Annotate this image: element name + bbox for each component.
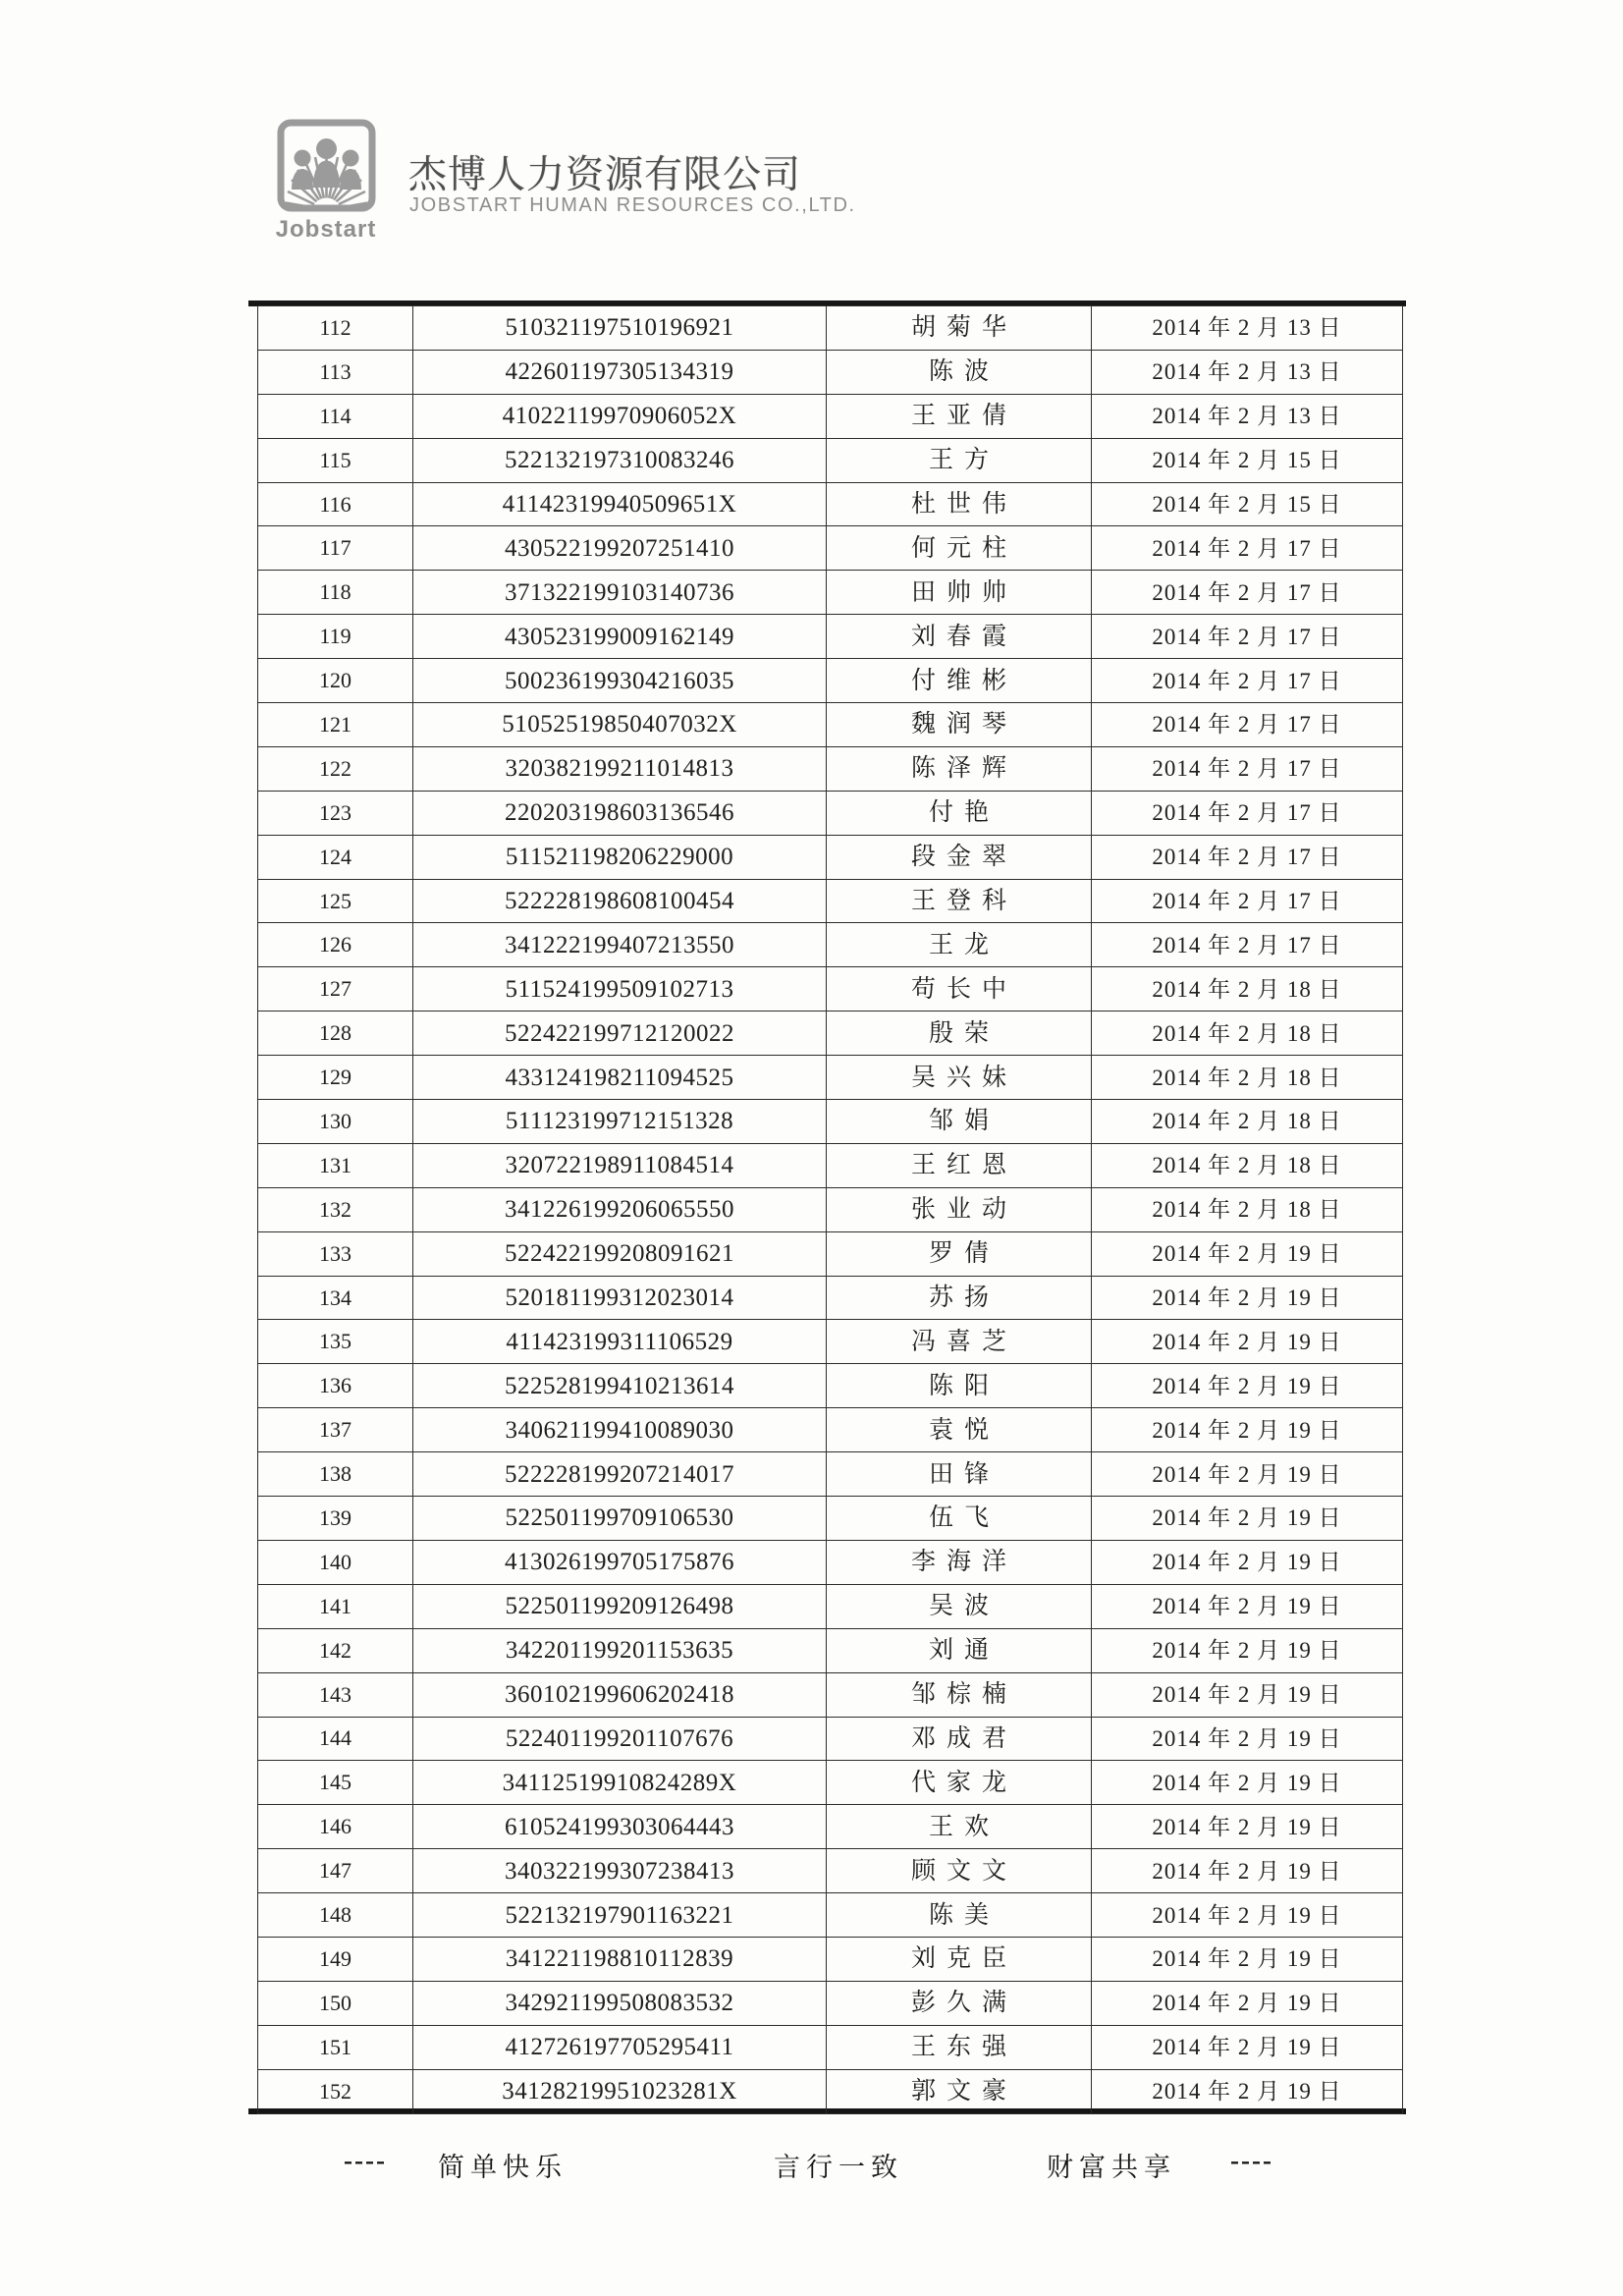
row-number-cell: 143 (258, 1672, 413, 1717)
table-row (258, 482, 1403, 526)
row-number-cell: 132 (258, 1187, 413, 1231)
date-cell: 2014 年 2 月 19 日 (1092, 1849, 1403, 1893)
name-cell: 袁悦 (827, 1408, 1092, 1452)
row-number-cell: 145 (258, 1761, 413, 1805)
id-number-cell: 340621199410089030 (413, 1408, 827, 1452)
table-row (258, 923, 1403, 967)
row-number-cell: 146 (258, 1805, 413, 1849)
id-number-cell: 522401199201107676 (413, 1717, 827, 1761)
name-cell: 王红恩 (827, 1143, 1092, 1187)
table-row (258, 1187, 1403, 1231)
table-row (258, 791, 1403, 835)
name-cell: 田帅帅 (827, 571, 1092, 615)
table-row (258, 1672, 1403, 1717)
date-cell: 2014 年 2 月 19 日 (1092, 1761, 1403, 1805)
date-cell: 2014 年 2 月 13 日 (1092, 306, 1403, 351)
id-number-cell: 413026199705175876 (413, 1540, 827, 1584)
name-cell: 李海洋 (827, 1540, 1092, 1584)
footer-motto-1: 简单快乐 (438, 2153, 568, 2182)
date-cell: 2014 年 2 月 19 日 (1092, 1540, 1403, 1584)
name-cell: 田锋 (827, 1452, 1092, 1497)
date-cell: 2014 年 2 月 18 日 (1092, 1187, 1403, 1231)
id-number-cell: 41022119970906052X (413, 394, 827, 438)
id-number-cell: 500236199304216035 (413, 659, 827, 703)
id-number-cell: 522422199208091621 (413, 1231, 827, 1276)
table-row (258, 1143, 1403, 1187)
table-row (258, 438, 1403, 482)
table-row (258, 306, 1403, 351)
id-number-cell: 412726197705295411 (413, 2025, 827, 2069)
name-cell: 张业动 (827, 1187, 1092, 1231)
table-row (258, 1893, 1403, 1938)
table-row (258, 1805, 1403, 1849)
row-number-cell: 115 (258, 438, 413, 482)
row-number-cell: 136 (258, 1364, 413, 1408)
table-row (258, 1452, 1403, 1497)
row-number-cell: 135 (258, 1320, 413, 1364)
date-cell: 2014 年 2 月 19 日 (1092, 1893, 1403, 1938)
name-cell: 刘通 (827, 1628, 1092, 1672)
row-number-cell: 131 (258, 1143, 413, 1187)
name-cell: 顾文文 (827, 1849, 1092, 1893)
row-number-cell: 152 (258, 2069, 413, 2113)
id-number-cell: 341226199206065550 (413, 1187, 827, 1231)
row-number-cell: 119 (258, 615, 413, 659)
date-cell: 2014 年 2 月 17 日 (1092, 526, 1403, 571)
table-row (258, 1628, 1403, 1672)
date-cell: 2014 年 2 月 19 日 (1092, 1364, 1403, 1408)
row-number-cell: 141 (258, 1584, 413, 1628)
table-row (258, 835, 1403, 879)
id-number-cell: 430523199009162149 (413, 615, 827, 659)
id-number-cell: 220203198603136546 (413, 791, 827, 835)
name-cell: 付艳 (827, 791, 1092, 835)
table-row (258, 659, 1403, 703)
table-row (258, 1937, 1403, 1981)
id-number-cell: 522132197310083246 (413, 438, 827, 482)
row-number-cell: 134 (258, 1276, 413, 1320)
date-cell: 2014 年 2 月 19 日 (1092, 1717, 1403, 1761)
name-cell: 代家龙 (827, 1761, 1092, 1805)
name-cell: 郭文豪 (827, 2069, 1092, 2113)
date-cell: 2014 年 2 月 19 日 (1092, 1276, 1403, 1320)
name-cell: 苟长中 (827, 967, 1092, 1011)
table-row (258, 1100, 1403, 1144)
name-cell: 吴波 (827, 1584, 1092, 1628)
name-cell: 冯喜芝 (827, 1320, 1092, 1364)
id-number-cell: 411423199311106529 (413, 1320, 827, 1364)
date-cell: 2014 年 2 月 19 日 (1092, 1937, 1403, 1981)
date-cell: 2014 年 2 月 19 日 (1092, 2069, 1403, 2113)
name-cell: 吴兴妹 (827, 1056, 1092, 1100)
id-number-cell: 341222199407213550 (413, 923, 827, 967)
row-number-cell: 139 (258, 1497, 413, 1541)
row-number-cell: 120 (258, 659, 413, 703)
row-number-cell: 127 (258, 967, 413, 1011)
table-row (258, 1717, 1403, 1761)
footer-dash-left: ---- (344, 2146, 387, 2175)
row-number-cell: 151 (258, 2025, 413, 2069)
table-row (258, 1981, 1403, 2025)
table-row (258, 967, 1403, 1011)
logo-wordmark: Jobstart (275, 216, 377, 243)
table-row (258, 2069, 1403, 2113)
id-number-cell: 51052519850407032X (413, 703, 827, 747)
name-cell: 伍飞 (827, 1497, 1092, 1541)
row-number-cell: 123 (258, 791, 413, 835)
name-cell: 陈阳 (827, 1364, 1092, 1408)
table-row (258, 394, 1403, 438)
name-cell: 陈波 (827, 350, 1092, 394)
name-cell: 杜世伟 (827, 482, 1092, 526)
row-number-cell: 125 (258, 879, 413, 923)
table-row (258, 1364, 1403, 1408)
date-cell: 2014 年 2 月 18 日 (1092, 1056, 1403, 1100)
date-cell: 2014 年 2 月 17 日 (1092, 615, 1403, 659)
table-row (258, 879, 1403, 923)
name-cell: 胡菊华 (827, 306, 1092, 351)
name-cell: 段金翠 (827, 835, 1092, 879)
id-number-cell: 422601197305134319 (413, 350, 827, 394)
table-row (258, 526, 1403, 571)
name-cell: 陈美 (827, 1893, 1092, 1938)
row-number-cell: 116 (258, 482, 413, 526)
row-number-cell: 124 (258, 835, 413, 879)
name-cell: 罗倩 (827, 1231, 1092, 1276)
row-number-cell: 114 (258, 394, 413, 438)
name-cell: 王欢 (827, 1805, 1092, 1849)
table-row (258, 1540, 1403, 1584)
table-row (258, 1497, 1403, 1541)
id-number-cell: 371322199103140736 (413, 571, 827, 615)
row-number-cell: 149 (258, 1937, 413, 1981)
date-cell: 2014 年 2 月 17 日 (1092, 659, 1403, 703)
name-cell: 魏润琴 (827, 703, 1092, 747)
jobstart-logo-icon (277, 119, 376, 212)
table-row (258, 571, 1403, 615)
id-number-cell: 320722198911084514 (413, 1143, 827, 1187)
date-cell: 2014 年 2 月 18 日 (1092, 967, 1403, 1011)
date-cell: 2014 年 2 月 17 日 (1092, 923, 1403, 967)
name-cell: 王方 (827, 438, 1092, 482)
date-cell: 2014 年 2 月 13 日 (1092, 350, 1403, 394)
row-number-cell: 117 (258, 526, 413, 571)
name-cell: 苏扬 (827, 1276, 1092, 1320)
date-cell: 2014 年 2 月 18 日 (1092, 1011, 1403, 1056)
name-cell: 殷荣 (827, 1011, 1092, 1056)
name-cell: 王东强 (827, 2025, 1092, 2069)
company-name-chinese: 杰博人力资源有限公司 (408, 154, 802, 196)
name-cell: 付维彬 (827, 659, 1092, 703)
footer-motto-3: 财富共享 (1047, 2153, 1176, 2182)
row-number-cell: 118 (258, 571, 413, 615)
date-cell: 2014 年 2 月 19 日 (1092, 1981, 1403, 2025)
table-row (258, 1584, 1403, 1628)
date-cell: 2014 年 2 月 19 日 (1092, 1231, 1403, 1276)
name-cell: 彭久满 (827, 1981, 1092, 2025)
table-row (258, 2025, 1403, 2069)
row-number-cell: 142 (258, 1628, 413, 1672)
row-number-cell: 147 (258, 1849, 413, 1893)
row-number-cell: 138 (258, 1452, 413, 1497)
id-number-cell: 34128219951023281X (413, 2069, 827, 2113)
row-number-cell: 144 (258, 1717, 413, 1761)
name-cell: 刘春霞 (827, 615, 1092, 659)
date-cell: 2014 年 2 月 19 日 (1092, 1320, 1403, 1364)
table-row (258, 615, 1403, 659)
date-cell: 2014 年 2 月 15 日 (1092, 482, 1403, 526)
id-number-cell: 342921199508083532 (413, 1981, 827, 2025)
table-row (258, 1276, 1403, 1320)
id-number-cell: 511521198206229000 (413, 835, 827, 879)
table-row (258, 350, 1403, 394)
row-number-cell: 128 (258, 1011, 413, 1056)
date-cell: 2014 年 2 月 19 日 (1092, 1672, 1403, 1717)
date-cell: 2014 年 2 月 13 日 (1092, 394, 1403, 438)
name-cell: 陈泽辉 (827, 746, 1092, 791)
date-cell: 2014 年 2 月 17 日 (1092, 791, 1403, 835)
name-cell: 王亚倩 (827, 394, 1092, 438)
table-row (258, 703, 1403, 747)
id-number-cell: 342201199201153635 (413, 1628, 827, 1672)
id-number-cell: 522132197901163221 (413, 1893, 827, 1938)
date-cell: 2014 年 2 月 18 日 (1092, 1100, 1403, 1144)
date-cell: 2014 年 2 月 17 日 (1092, 703, 1403, 747)
footer-dash-right: ---- (1230, 2146, 1273, 2175)
row-number-cell: 121 (258, 703, 413, 747)
table-row (258, 1849, 1403, 1893)
id-number-cell: 522528199410213614 (413, 1364, 827, 1408)
name-cell: 何元柱 (827, 526, 1092, 571)
name-cell: 邹棕楠 (827, 1672, 1092, 1717)
id-number-cell: 520181199312023014 (413, 1276, 827, 1320)
id-number-cell: 41142319940509651X (413, 482, 827, 526)
name-cell: 邓成君 (827, 1717, 1092, 1761)
table-row (258, 1231, 1403, 1276)
table-row (258, 1761, 1403, 1805)
date-cell: 2014 年 2 月 19 日 (1092, 1408, 1403, 1452)
id-number-cell: 430522199207251410 (413, 526, 827, 571)
id-number-cell: 522422199712120022 (413, 1011, 827, 1056)
row-number-cell: 122 (258, 746, 413, 791)
row-number-cell: 129 (258, 1056, 413, 1100)
id-number-cell: 522228199207214017 (413, 1452, 827, 1497)
table-row (258, 746, 1403, 791)
table-row (258, 1320, 1403, 1364)
name-cell: 王登科 (827, 879, 1092, 923)
row-number-cell: 130 (258, 1100, 413, 1144)
row-number-cell: 140 (258, 1540, 413, 1584)
row-number-cell: 148 (258, 1893, 413, 1938)
date-cell: 2014 年 2 月 19 日 (1092, 1452, 1403, 1497)
date-cell: 2014 年 2 月 19 日 (1092, 1805, 1403, 1849)
table-row (258, 1408, 1403, 1452)
date-cell: 2014 年 2 月 17 日 (1092, 835, 1403, 879)
name-cell: 王龙 (827, 923, 1092, 967)
date-cell: 2014 年 2 月 19 日 (1092, 1584, 1403, 1628)
date-cell: 2014 年 2 月 15 日 (1092, 438, 1403, 482)
date-cell: 2014 年 2 月 18 日 (1092, 1143, 1403, 1187)
company-name-english: JOBSTART HUMAN RESOURCES CO.,LTD. (409, 194, 856, 216)
date-cell: 2014 年 2 月 19 日 (1092, 1497, 1403, 1541)
table-row (258, 1056, 1403, 1100)
row-number-cell: 133 (258, 1231, 413, 1276)
footer-motto-2: 言行一致 (774, 2153, 903, 2182)
id-number-cell: 360102199606202418 (413, 1672, 827, 1717)
date-cell: 2014 年 2 月 17 日 (1092, 746, 1403, 791)
id-number-cell: 341221198810112839 (413, 1937, 827, 1981)
date-cell: 2014 年 2 月 19 日 (1092, 1628, 1403, 1672)
date-cell: 2014 年 2 月 19 日 (1092, 2025, 1403, 2069)
roster-table (257, 305, 1403, 2114)
id-number-cell: 340322199307238413 (413, 1849, 827, 1893)
id-number-cell: 522501199709106530 (413, 1497, 827, 1541)
id-number-cell: 320382199211014813 (413, 746, 827, 791)
id-number-cell: 522501199209126498 (413, 1584, 827, 1628)
name-cell: 邹娟 (827, 1100, 1092, 1144)
date-cell: 2014 年 2 月 17 日 (1092, 879, 1403, 923)
row-number-cell: 113 (258, 350, 413, 394)
row-number-cell: 112 (258, 306, 413, 351)
table-row (258, 1011, 1403, 1056)
row-number-cell: 150 (258, 1981, 413, 2025)
row-number-cell: 126 (258, 923, 413, 967)
id-number-cell: 511524199509102713 (413, 967, 827, 1011)
id-number-cell: 511123199712151328 (413, 1100, 827, 1144)
id-number-cell: 510321197510196921 (413, 306, 827, 351)
id-number-cell: 522228198608100454 (413, 879, 827, 923)
id-number-cell: 34112519910824289X (413, 1761, 827, 1805)
id-number-cell: 610524199303064443 (413, 1805, 827, 1849)
date-cell: 2014 年 2 月 17 日 (1092, 571, 1403, 615)
row-number-cell: 137 (258, 1408, 413, 1452)
name-cell: 刘克臣 (827, 1937, 1092, 1981)
id-number-cell: 433124198211094525 (413, 1056, 827, 1100)
